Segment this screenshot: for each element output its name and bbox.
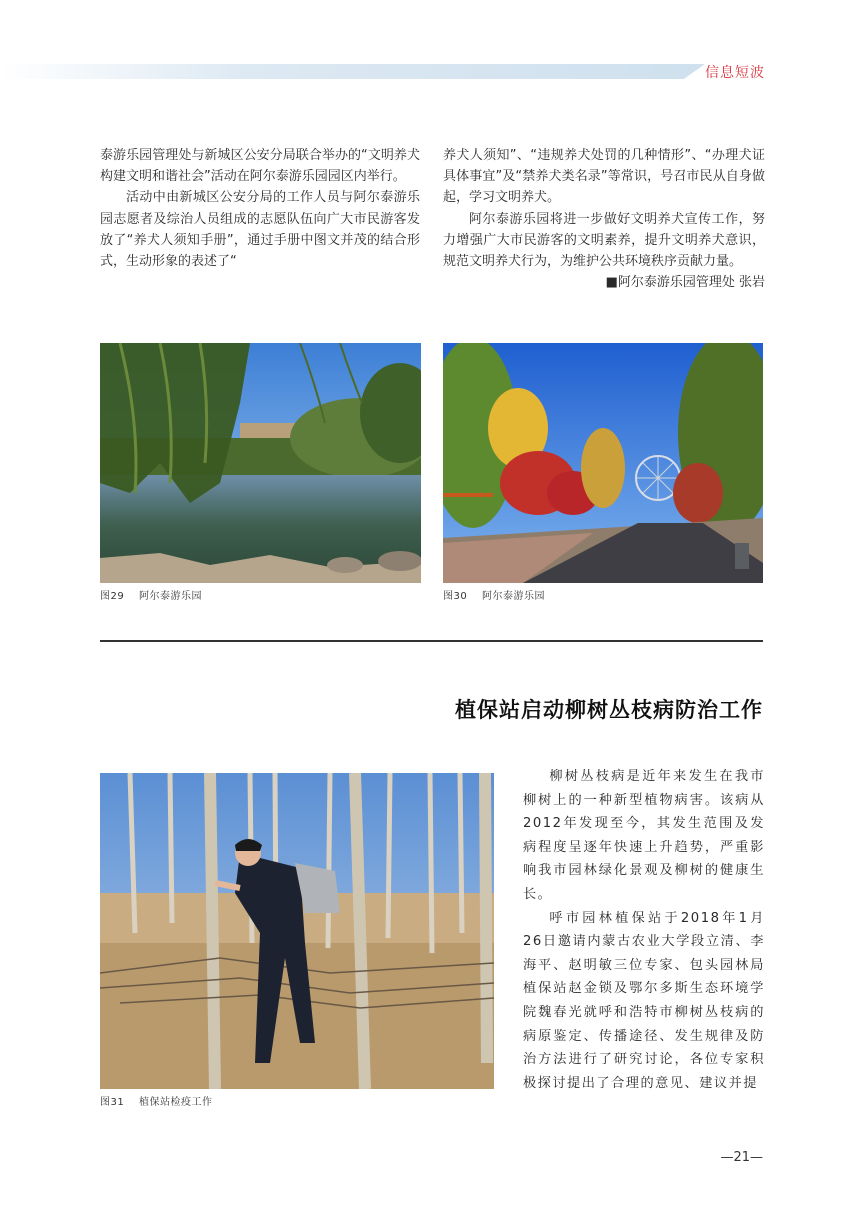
- figure-label: 图30: [443, 591, 468, 602]
- figure-label: 图31: [100, 1097, 125, 1108]
- page-number: —21—: [720, 1150, 763, 1165]
- photo-lake-willows: [100, 343, 421, 583]
- photo-park-road: [443, 343, 763, 583]
- figure-29-caption: [100, 587, 202, 602]
- figure-title: 阿尔泰游乐园: [138, 591, 202, 602]
- figure-30-caption: [443, 587, 545, 602]
- article1-paragraph: 活动中由新城区公安分局的工作人员与阿尔泰游乐园志愿者及综治人员组成的志愿队伍向广大市民游客发放了“养犬人须知手册”，通过手册中图文并茂的结合形式，生动形象的表述了“: [100, 190, 420, 270]
- header-band: [0, 64, 705, 79]
- article1-byline: ■阿尔泰游乐园管理处 张岩: [605, 275, 765, 291]
- photo-inspection-work: [100, 773, 494, 1089]
- figure-title: 植保站检疫工作: [138, 1097, 213, 1108]
- article1-column-right: [443, 145, 765, 293]
- article1-paragraph: 养犬人须知”、“违规养犬处罚的几种情形”、“办理犬证具体事宜”及“禁养犬类名录”等常识，号召市民从自身做起，学习文明养犬。: [443, 148, 765, 206]
- article1-paragraph: 泰游乐园管理处与新城区公安分局联合举办的“文明养犬 构建文明和谐社会”活动在阿尔泰游乐园园区内举行。: [100, 148, 434, 185]
- figure-title: 阿尔泰游乐园: [481, 591, 545, 602]
- section-label: 信息短波: [705, 65, 765, 81]
- article2-title: 植保站启动柳树丛枝病防治工作: [455, 698, 763, 722]
- figure-label: 图29: [100, 591, 125, 602]
- article1-paragraph: 阿尔泰游乐园将进一步做好文明养犬宣传工作，努力增强广大市民游客的文明素养，提升文明养犬意识，规范文明养犬行为，为维护公共环境秩序贡献力量。: [443, 211, 765, 270]
- article2-paragraph: 呼市园林植保站于2018年1月26日邀请内蒙古农业大学段立清、李海平、赵明敏三位专家、包头园林局植保站赵金锁及鄂尔多斯生态环境学院魏春光就呼和浩特市柳树丛枝病的病原鉴定、传播途径、发生规律及防治方法进行了研究讨论，各位专家积极探讨提出了合理的意见、建议并提: [523, 910, 765, 1091]
- article2-body: [523, 765, 765, 1095]
- figure-31-caption: [100, 1093, 212, 1108]
- article1-column-left: [100, 145, 434, 272]
- article2-paragraph: 柳树丛枝病是近年来发生在我市柳树上的一种新型植物病害。该病从2012年发现至今，其发生范围及发病程度呈逐年快速上升趋势，严重影响我市园林绿化景观及柳树的健康生长。: [523, 769, 765, 902]
- section-divider: [100, 640, 763, 642]
